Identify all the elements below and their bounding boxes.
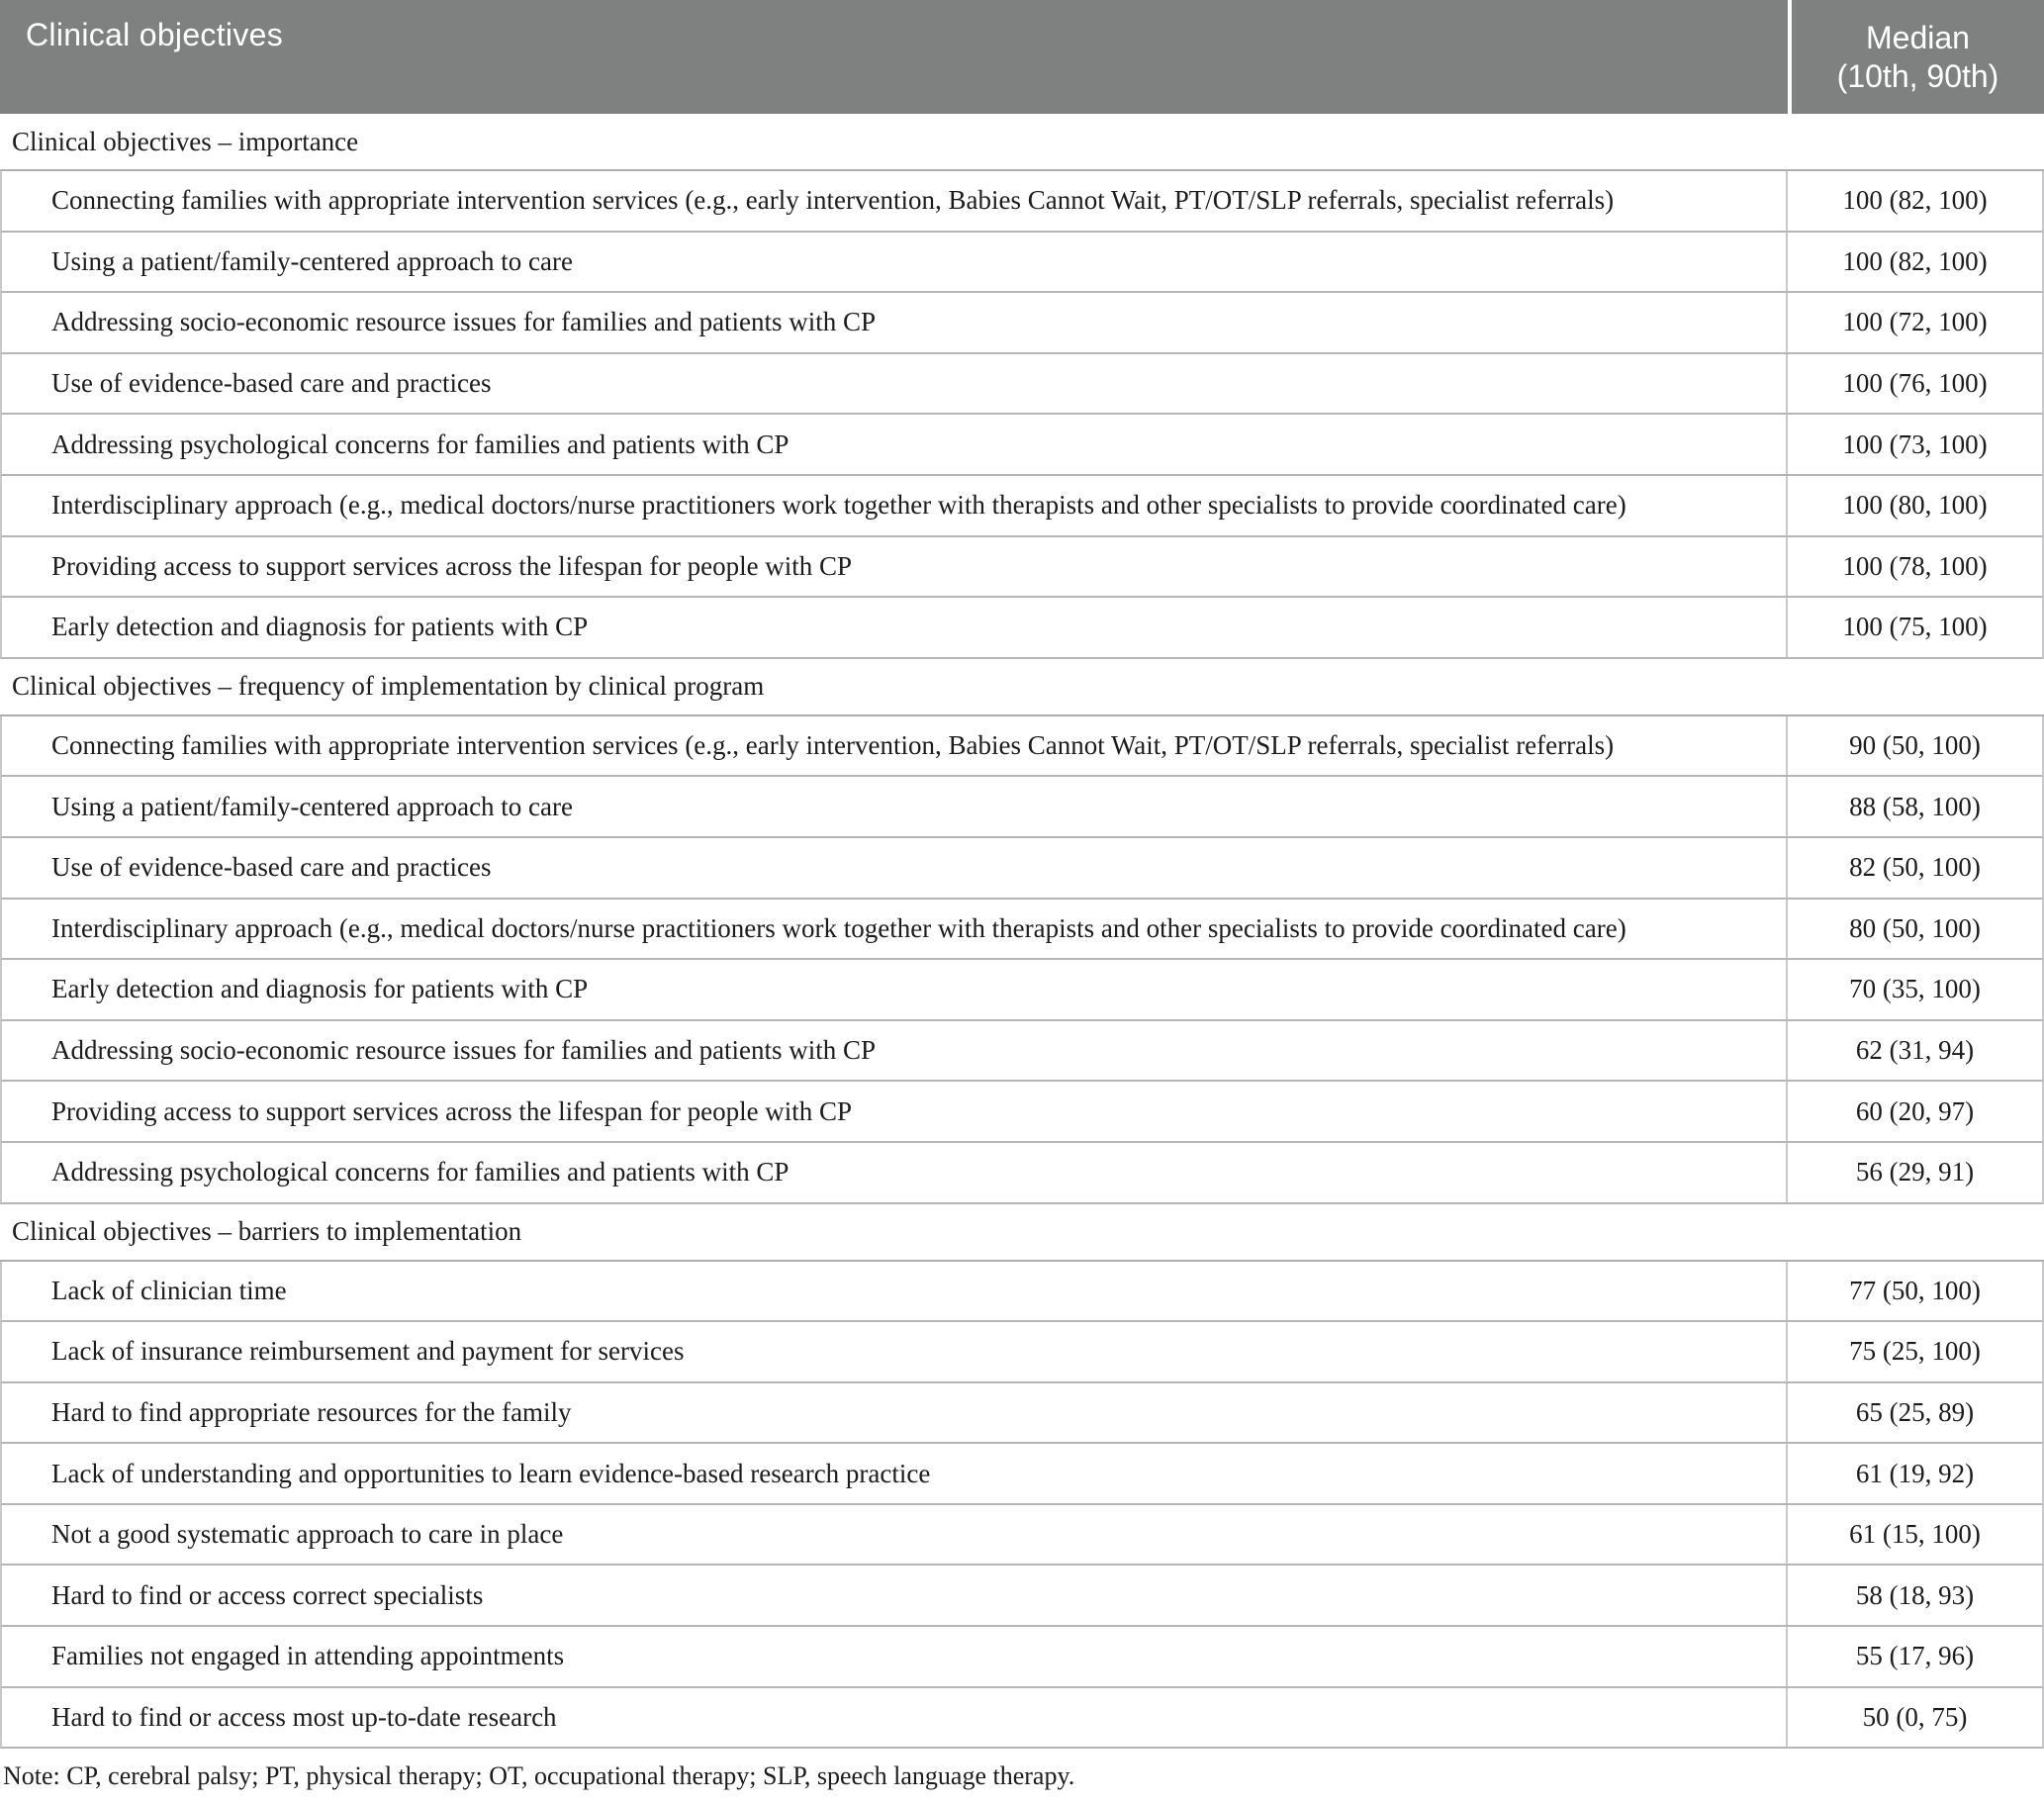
row-median-value: 90 (50, 100) — [1849, 730, 1981, 761]
row-median-value: 100 (73, 100) — [1842, 428, 1988, 459]
row-median-value: 100 (75, 100) — [1842, 612, 1988, 642]
row-label: Providing access to support services across the lifespan for people with CP — [2, 1082, 1788, 1141]
row-median-value: 82 (50, 100) — [1849, 852, 1981, 883]
row-median-value: 100 (76, 100) — [1842, 368, 1988, 399]
table-row — [0, 1082, 2044, 1143]
row-median-value: 75 (25, 100) — [1849, 1336, 1981, 1367]
table-row — [0, 960, 2044, 1021]
row-median-value: 100 (72, 100) — [1842, 307, 1988, 337]
table-footnote: Note: CP, cerebral palsy; PT, physical therapy; OT, occupational therapy; SLP, speech language therapy. — [3, 1761, 1075, 1791]
section-header-row — [0, 1204, 2044, 1262]
table-row — [0, 233, 2044, 294]
row-median-value: 56 (29, 91) — [1855, 1157, 1975, 1188]
row-label: Addressing socio-economic resource issues for families and patients with CP — [2, 293, 1788, 352]
table-row — [0, 1688, 2044, 1750]
row-label: Hard to find or access most up-to-date research — [2, 1688, 1788, 1748]
table-row — [0, 476, 2044, 537]
row-label: Lack of insurance reimbursement and payment for services — [2, 1322, 1788, 1381]
row-median-value: 77 (50, 100) — [1849, 1275, 1981, 1305]
row-label: Addressing psychological concerns for families and patients with CP — [2, 415, 1788, 474]
section-header-row — [0, 659, 2044, 716]
row-median-value: 65 (25, 89) — [1855, 1396, 1975, 1427]
row-label: Use of evidence-based care and practices — [2, 354, 1788, 414]
table-row — [0, 1262, 2044, 1323]
row-label: Use of evidence-based care and practices — [2, 838, 1788, 898]
table-row — [0, 1566, 2044, 1627]
table-row — [0, 415, 2044, 476]
row-median-value: 50 (0, 75) — [1862, 1701, 1968, 1732]
row-median-value: 88 (58, 100) — [1849, 791, 1981, 821]
section-title: Clinical objectives – frequency of implementation by clinical program — [12, 671, 765, 702]
table-header-row — [0, 0, 2044, 114]
table-row — [0, 900, 2044, 961]
table-row — [0, 537, 2044, 599]
row-label: Interdisciplinary approach (e.g., medical doctors/nurse practitioners work together with therapists and other specialists to provide coordinated care) — [2, 476, 1788, 535]
header-median-line1: Median — [1866, 20, 1970, 56]
row-label: Lack of clinician time — [2, 1262, 1788, 1321]
row-median-value: 60 (20, 97) — [1855, 1095, 1975, 1126]
row-label: Using a patient/family-centered approach to care — [2, 233, 1788, 292]
row-label: Early detection and diagnosis for patients with CP — [2, 960, 1788, 1019]
row-median-value: 80 (50, 100) — [1849, 912, 1981, 943]
table-row — [0, 354, 2044, 416]
section-title: Clinical objectives – barriers to implementation — [12, 1216, 522, 1246]
row-label: Using a patient/family-centered approach to care — [2, 777, 1788, 836]
row-label: Interdisciplinary approach (e.g., medical doctors/nurse practitioners work together with therapists and other specialists to provide coordinated care) — [2, 900, 1788, 959]
row-label: Connecting families with appropriate intervention services (e.g., early intervention, Babies Cannot Wait, PT/OT/SLP referrals, specialist referrals) — [2, 716, 1788, 776]
header-median-line2: (10th, 90th) — [1836, 57, 1999, 94]
section-title: Clinical objectives – importance — [12, 126, 359, 156]
row-label: Connecting families with appropriate intervention services (e.g., early intervention, Babies Cannot Wait, PT/OT/SLP referrals, specialist referrals) — [2, 171, 1788, 231]
header-clinical-objectives: Clinical objectives — [26, 17, 284, 52]
header-median-cell — [1788, 0, 2044, 114]
row-median-value: 70 (35, 100) — [1849, 974, 1981, 1004]
row-median-value: 58 (18, 93) — [1855, 1579, 1975, 1610]
table-row — [0, 1627, 2044, 1688]
table-row — [0, 293, 2044, 354]
table-row — [0, 171, 2044, 233]
row-median-value: 61 (15, 100) — [1849, 1519, 1981, 1550]
row-label: Lack of understanding and opportunities to learn evidence-based research practice — [2, 1444, 1788, 1503]
row-median-value: 100 (80, 100) — [1842, 490, 1988, 521]
table-row — [0, 598, 2044, 659]
row-label: Not a good systematic approach to care in place — [2, 1505, 1788, 1565]
table-row — [0, 777, 2044, 838]
row-label: Providing access to support services across the lifespan for people with CP — [2, 537, 1788, 597]
row-label: Addressing socio-economic resource issues for families and patients with CP — [2, 1021, 1788, 1081]
row-median-value: 61 (19, 92) — [1855, 1458, 1975, 1488]
table-row — [0, 1383, 2044, 1445]
row-median-value: 100 (82, 100) — [1842, 185, 1988, 216]
row-median-value: 62 (31, 94) — [1855, 1035, 1975, 1066]
row-label: Hard to find appropriate resources for the family — [2, 1383, 1788, 1443]
table-row — [0, 716, 2044, 778]
row-median-value: 100 (78, 100) — [1842, 550, 1988, 581]
section-header-row — [0, 114, 2044, 171]
table-row — [0, 1322, 2044, 1383]
row-median-value: 100 (82, 100) — [1842, 245, 1988, 276]
table-body — [0, 114, 2044, 1749]
table-row — [0, 1444, 2044, 1505]
table-row — [0, 1021, 2044, 1083]
table-row — [0, 1143, 2044, 1204]
row-label: Hard to find or access correct specialists — [2, 1566, 1788, 1625]
row-label: Early detection and diagnosis for patients with CP — [2, 598, 1788, 657]
table-row — [0, 1505, 2044, 1567]
row-label: Addressing psychological concerns for families and patients with CP — [2, 1143, 1788, 1202]
table-row — [0, 838, 2044, 900]
row-median-value: 55 (17, 96) — [1855, 1641, 1975, 1671]
row-label: Families not engaged in attending appointments — [2, 1627, 1788, 1686]
